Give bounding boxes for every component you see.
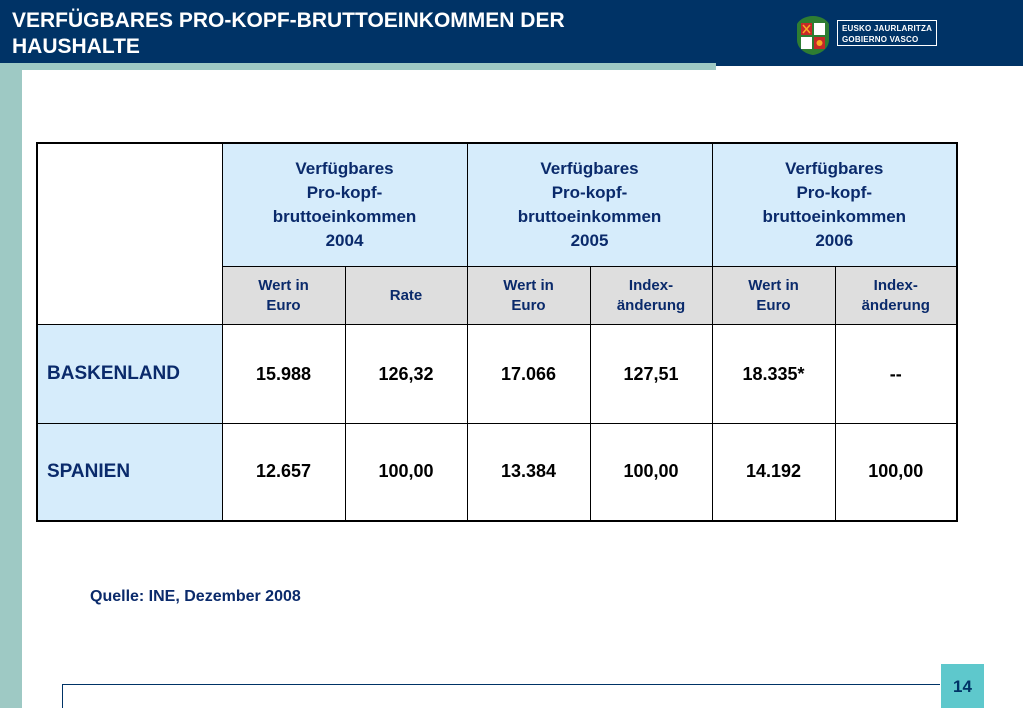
subheader-cell	[345, 267, 467, 325]
logo-text-line-2: GOBIERNO VASCO	[842, 35, 919, 44]
subheader-cell	[467, 267, 590, 325]
table-cell: 126,32	[345, 325, 467, 424]
year-group-text: bruttoeinkommen	[272, 207, 417, 227]
table-cell: 100,00	[590, 423, 712, 521]
page-title	[12, 8, 752, 60]
year-group-year: 2004	[325, 231, 364, 251]
subheader-text: Euro	[266, 296, 301, 314]
table-cell: 100,00	[345, 423, 467, 521]
year-group-year: 2005	[570, 231, 609, 251]
year-group-text: Pro-kopf-	[306, 183, 383, 203]
year-group-header-2004	[222, 143, 467, 267]
logo-text-box	[837, 20, 937, 46]
source-note: Quelle: INE, Dezember 2008	[90, 588, 301, 605]
table-cell: 15.988	[222, 325, 345, 424]
year-group-text: bruttoeinkommen	[762, 207, 907, 227]
table-cell: 12.657	[222, 423, 345, 521]
table-cell: 14.192	[712, 423, 835, 521]
subheader-text: änderung	[616, 296, 686, 314]
page-title-line-1: VERFÜGBARES PRO-KOPF-BRUTTOEINKOMMEN DER	[12, 9, 565, 32]
year-group-text: bruttoeinkommen	[517, 207, 662, 227]
table-row	[37, 423, 957, 521]
table-cell: 100,00	[835, 423, 957, 521]
year-group-text: Pro-kopf-	[796, 183, 873, 203]
subheader-text: Wert in	[503, 276, 554, 294]
footer-divider	[62, 684, 940, 708]
year-group-header-2006	[712, 143, 957, 267]
side-accent-bar	[0, 70, 22, 708]
income-table	[36, 142, 958, 522]
row-label-spanien: SPANIEN	[37, 423, 222, 521]
header-accent-stripe	[0, 63, 716, 70]
subheader-text: Wert in	[748, 276, 799, 294]
table-cell: 127,51	[590, 325, 712, 424]
year-group-text: Verfügbares	[540, 159, 639, 179]
subheader-cell	[835, 267, 957, 325]
year-group-year: 2006	[815, 231, 854, 251]
coat-of-arms-icon	[795, 14, 831, 56]
subheader-text: Rate	[389, 286, 423, 304]
table-cell: 17.066	[467, 325, 590, 424]
table-row	[37, 325, 957, 424]
table-header-row-years	[37, 143, 957, 267]
year-group-text: Verfügbares	[785, 159, 884, 179]
subheader-text: Index-	[873, 276, 918, 294]
year-group-text: Pro-kopf-	[551, 183, 628, 203]
row-label-baskenland: BASKENLAND	[37, 325, 222, 424]
table-corner-cell	[37, 143, 222, 325]
subheader-text: Euro	[511, 296, 546, 314]
table-cell: --	[835, 325, 957, 424]
table-cell: 13.384	[467, 423, 590, 521]
subheader-cell	[712, 267, 835, 325]
subheader-cell	[590, 267, 712, 325]
logo-text-line-1: EUSKO JAURLARITZA	[842, 24, 933, 33]
government-logo	[795, 14, 945, 56]
table-cell: 18.335*	[712, 325, 835, 424]
subheader-text: Euro	[756, 296, 791, 314]
subheader-text: Wert in	[258, 276, 309, 294]
year-group-text: Verfügbares	[295, 159, 394, 179]
page-title-line-2: HAUSHALTE	[12, 35, 140, 58]
year-group-header-2005	[467, 143, 712, 267]
subheader-text: änderung	[861, 296, 930, 314]
subheader-text: Index-	[628, 276, 674, 294]
subheader-cell	[222, 267, 345, 325]
page-number-badge: 14	[941, 664, 984, 708]
